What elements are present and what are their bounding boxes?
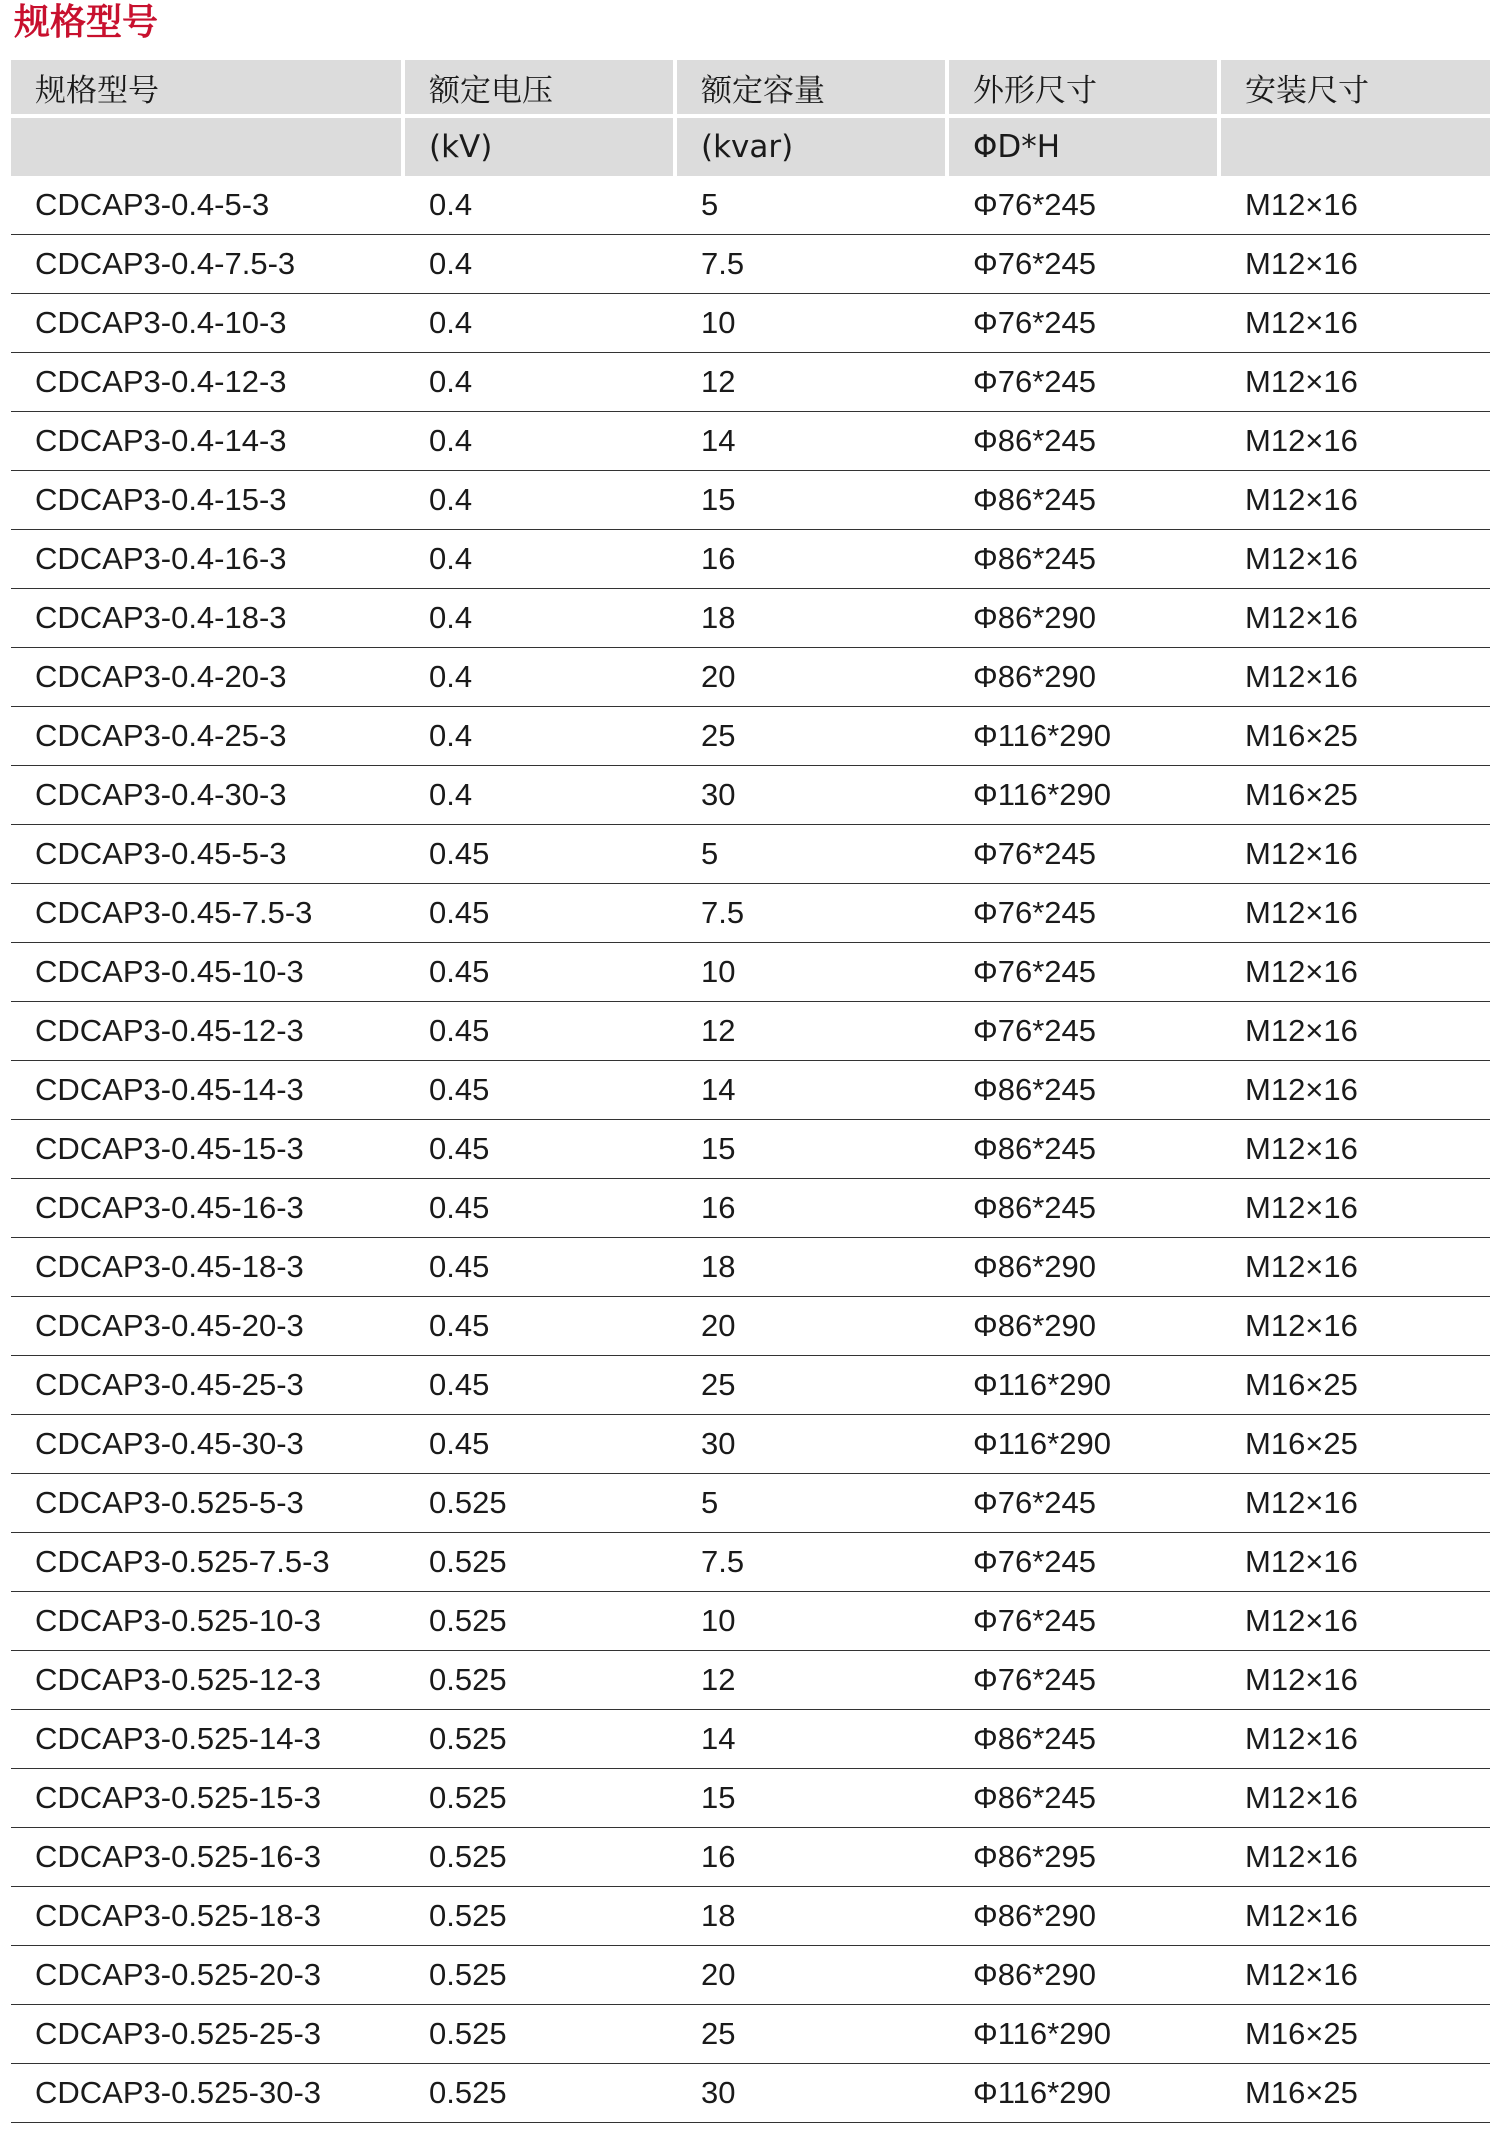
cell-model: CDCAP3-0.45-25-3 <box>11 1356 405 1415</box>
cell-mounting-dimensions: M12×16 <box>1221 1769 1490 1828</box>
cell-mounting-dimensions: M12×16 <box>1221 1828 1490 1887</box>
cell-outline-dimensions: Φ86*290 <box>949 1297 1221 1356</box>
cell-outline-dimensions: Φ86*245 <box>949 1120 1221 1179</box>
cell-model: CDCAP3-0.4-15-3 <box>11 471 405 530</box>
cell-rated-voltage: 0.4 <box>405 766 677 825</box>
table-row <box>11 943 1490 1002</box>
cell-model: CDCAP3-0.525-25-3 <box>11 2005 405 2064</box>
cell-mounting-dimensions: M12×16 <box>1221 1710 1490 1769</box>
cell-rated-capacity: 10 <box>677 294 949 353</box>
cell-rated-voltage: 0.525 <box>405 1592 677 1651</box>
table-row <box>11 1179 1490 1238</box>
cell-model: CDCAP3-0.525-10-3 <box>11 1592 405 1651</box>
cell-model: CDCAP3-0.4-14-3 <box>11 412 405 471</box>
cell-rated-voltage: 0.4 <box>405 589 677 648</box>
cell-mounting-dimensions: M12×16 <box>1221 235 1490 294</box>
cell-model: CDCAP3-0.525-14-3 <box>11 1710 405 1769</box>
cell-mounting-dimensions: M16×25 <box>1221 766 1490 825</box>
cell-model: CDCAP3-0.4-7.5-3 <box>11 235 405 294</box>
cell-rated-capacity: 25 <box>677 707 949 766</box>
cell-mounting-dimensions: M16×25 <box>1221 1356 1490 1415</box>
cell-outline-dimensions: Φ116*290 <box>949 1356 1221 1415</box>
cell-model: CDCAP3-0.4-20-3 <box>11 648 405 707</box>
cell-model: CDCAP3-0.525-7.5-3 <box>11 1533 405 1592</box>
cell-outline-dimensions: Φ86*245 <box>949 1061 1221 1120</box>
cell-outline-dimensions: Φ86*245 <box>949 1710 1221 1769</box>
cell-rated-voltage: 0.45 <box>405 1238 677 1297</box>
cell-mounting-dimensions: M12×16 <box>1221 412 1490 471</box>
cell-mounting-dimensions: M12×16 <box>1221 589 1490 648</box>
cell-rated-capacity: 7.5 <box>677 884 949 943</box>
cell-outline-dimensions: Φ116*290 <box>949 707 1221 766</box>
table-row <box>11 176 1490 235</box>
header-row-names <box>11 60 1490 118</box>
cell-rated-voltage: 0.45 <box>405 1415 677 1474</box>
cell-rated-capacity: 10 <box>677 1592 949 1651</box>
table-row <box>11 707 1490 766</box>
cell-rated-capacity: 15 <box>677 1120 949 1179</box>
cell-rated-voltage: 0.45 <box>405 943 677 1002</box>
cell-outline-dimensions: Φ76*245 <box>949 1592 1221 1651</box>
cell-rated-voltage: 0.525 <box>405 1946 677 2005</box>
cell-model: CDCAP3-0.4-10-3 <box>11 294 405 353</box>
cell-outline-dimensions: Φ86*290 <box>949 1887 1221 1946</box>
cell-rated-capacity: 7.5 <box>677 1533 949 1592</box>
cell-rated-voltage: 0.45 <box>405 1179 677 1238</box>
cell-mounting-dimensions: M12×16 <box>1221 1297 1490 1356</box>
cell-mounting-dimensions: M12×16 <box>1221 353 1490 412</box>
cell-rated-voltage: 0.525 <box>405 1533 677 1592</box>
cell-mounting-dimensions: M12×16 <box>1221 1533 1490 1592</box>
table-row <box>11 412 1490 471</box>
cell-model: CDCAP3-0.525-5-3 <box>11 1474 405 1533</box>
cell-mounting-dimensions: M12×16 <box>1221 1120 1490 1179</box>
cell-mounting-dimensions: M16×25 <box>1221 707 1490 766</box>
cell-outline-dimensions: Φ76*245 <box>949 176 1221 235</box>
cell-mounting-dimensions: M12×16 <box>1221 1474 1490 1533</box>
cell-rated-capacity: 25 <box>677 1356 949 1415</box>
table-row <box>11 1061 1490 1120</box>
cell-rated-voltage: 0.45 <box>405 1297 677 1356</box>
unit-mounting-dimensions <box>1221 118 1490 176</box>
cell-outline-dimensions: Φ76*245 <box>949 884 1221 943</box>
cell-rated-capacity: 15 <box>677 471 949 530</box>
header-rated-capacity: 额定容量 <box>677 60 949 118</box>
cell-rated-voltage: 0.525 <box>405 2064 677 2123</box>
table-row <box>11 294 1490 353</box>
table-row <box>11 1356 1490 1415</box>
cell-rated-capacity: 14 <box>677 1061 949 1120</box>
cell-model: CDCAP3-0.45-30-3 <box>11 1415 405 1474</box>
cell-rated-capacity: 12 <box>677 353 949 412</box>
cell-model: CDCAP3-0.4-18-3 <box>11 589 405 648</box>
cell-rated-voltage: 0.45 <box>405 1061 677 1120</box>
cell-rated-capacity: 12 <box>677 1651 949 1710</box>
table-row <box>11 1592 1490 1651</box>
unit-rated-capacity: (kvar) <box>677 118 949 176</box>
cell-outline-dimensions: Φ76*245 <box>949 1651 1221 1710</box>
table-row <box>11 530 1490 589</box>
cell-model: CDCAP3-0.45-7.5-3 <box>11 884 405 943</box>
table-row <box>11 825 1490 884</box>
cell-rated-voltage: 0.525 <box>405 1887 677 1946</box>
cell-model: CDCAP3-0.4-12-3 <box>11 353 405 412</box>
header-mounting-dimensions: 安装尺寸 <box>1221 60 1490 118</box>
cell-rated-voltage: 0.4 <box>405 235 677 294</box>
table-row <box>11 1297 1490 1356</box>
cell-rated-voltage: 0.45 <box>405 1002 677 1061</box>
cell-rated-voltage: 0.45 <box>405 884 677 943</box>
cell-model: CDCAP3-0.45-10-3 <box>11 943 405 1002</box>
cell-outline-dimensions: Φ76*245 <box>949 1474 1221 1533</box>
cell-outline-dimensions: Φ76*245 <box>949 1002 1221 1061</box>
cell-outline-dimensions: Φ86*290 <box>949 1946 1221 2005</box>
cell-rated-voltage: 0.45 <box>405 1120 677 1179</box>
cell-mounting-dimensions: M12×16 <box>1221 471 1490 530</box>
cell-rated-voltage: 0.4 <box>405 294 677 353</box>
cell-outline-dimensions: Φ86*290 <box>949 589 1221 648</box>
table-row <box>11 1002 1490 1061</box>
cell-mounting-dimensions: M12×16 <box>1221 530 1490 589</box>
cell-rated-capacity: 14 <box>677 1710 949 1769</box>
cell-model: CDCAP3-0.525-12-3 <box>11 1651 405 1710</box>
table-body <box>11 176 1490 2123</box>
table-row <box>11 1533 1490 1592</box>
cell-model: CDCAP3-0.4-30-3 <box>11 766 405 825</box>
cell-rated-capacity: 18 <box>677 1887 949 1946</box>
cell-mounting-dimensions: M16×25 <box>1221 1415 1490 1474</box>
cell-mounting-dimensions: M12×16 <box>1221 1179 1490 1238</box>
table-row <box>11 1946 1490 2005</box>
cell-mounting-dimensions: M12×16 <box>1221 1061 1490 1120</box>
cell-model: CDCAP3-0.525-20-3 <box>11 1946 405 2005</box>
table-row <box>11 235 1490 294</box>
table-row <box>11 2064 1490 2123</box>
cell-mounting-dimensions: M12×16 <box>1221 943 1490 1002</box>
cell-rated-capacity: 18 <box>677 589 949 648</box>
cell-outline-dimensions: Φ76*245 <box>949 235 1221 294</box>
cell-rated-capacity: 30 <box>677 766 949 825</box>
cell-model: CDCAP3-0.45-14-3 <box>11 1061 405 1120</box>
cell-rated-capacity: 10 <box>677 943 949 1002</box>
header-row-units <box>11 118 1490 176</box>
cell-outline-dimensions: Φ76*245 <box>949 294 1221 353</box>
cell-model: CDCAP3-0.525-15-3 <box>11 1769 405 1828</box>
table-row <box>11 1474 1490 1533</box>
cell-mounting-dimensions: M12×16 <box>1221 884 1490 943</box>
table-row <box>11 1769 1490 1828</box>
cell-mounting-dimensions: M12×16 <box>1221 1946 1490 2005</box>
unit-model <box>11 118 405 176</box>
unit-rated-voltage: (kV) <box>405 118 677 176</box>
table-row <box>11 1710 1490 1769</box>
cell-rated-capacity: 16 <box>677 1179 949 1238</box>
table-row <box>11 1238 1490 1297</box>
cell-rated-capacity: 7.5 <box>677 235 949 294</box>
cell-rated-voltage: 0.525 <box>405 1769 677 1828</box>
cell-rated-capacity: 30 <box>677 2064 949 2123</box>
cell-rated-voltage: 0.525 <box>405 1828 677 1887</box>
cell-mounting-dimensions: M12×16 <box>1221 1592 1490 1651</box>
cell-outline-dimensions: Φ86*290 <box>949 1238 1221 1297</box>
cell-mounting-dimensions: M12×16 <box>1221 294 1490 353</box>
cell-rated-voltage: 0.4 <box>405 412 677 471</box>
cell-outline-dimensions: Φ86*290 <box>949 648 1221 707</box>
cell-outline-dimensions: Φ116*290 <box>949 2064 1221 2123</box>
cell-model: CDCAP3-0.525-30-3 <box>11 2064 405 2123</box>
table-row <box>11 589 1490 648</box>
cell-rated-voltage: 0.4 <box>405 353 677 412</box>
cell-model: CDCAP3-0.45-12-3 <box>11 1002 405 1061</box>
cell-rated-voltage: 0.4 <box>405 648 677 707</box>
cell-model: CDCAP3-0.45-15-3 <box>11 1120 405 1179</box>
header-outline-dimensions: 外形尺寸 <box>949 60 1221 118</box>
cell-rated-voltage: 0.525 <box>405 1474 677 1533</box>
table-row <box>11 353 1490 412</box>
cell-rated-capacity: 14 <box>677 412 949 471</box>
cell-rated-capacity: 5 <box>677 176 949 235</box>
cell-mounting-dimensions: M12×16 <box>1221 1238 1490 1297</box>
cell-mounting-dimensions: M12×16 <box>1221 825 1490 884</box>
page-title: 规格型号 <box>14 2 159 43</box>
cell-rated-voltage: 0.4 <box>405 471 677 530</box>
cell-rated-capacity: 16 <box>677 1828 949 1887</box>
cell-mounting-dimensions: M12×16 <box>1221 1651 1490 1710</box>
cell-rated-voltage: 0.525 <box>405 2005 677 2064</box>
cell-model: CDCAP3-0.4-25-3 <box>11 707 405 766</box>
cell-outline-dimensions: Φ86*245 <box>949 412 1221 471</box>
cell-rated-capacity: 12 <box>677 1002 949 1061</box>
cell-rated-capacity: 20 <box>677 1946 949 2005</box>
header-rated-voltage: 额定电压 <box>405 60 677 118</box>
table-row <box>11 1828 1490 1887</box>
cell-outline-dimensions: Φ76*245 <box>949 825 1221 884</box>
cell-outline-dimensions: Φ76*245 <box>949 1533 1221 1592</box>
cell-rated-voltage: 0.525 <box>405 1651 677 1710</box>
cell-mounting-dimensions: M12×16 <box>1221 1002 1490 1061</box>
table-row <box>11 1887 1490 1946</box>
cell-rated-voltage: 0.4 <box>405 707 677 766</box>
cell-rated-capacity: 5 <box>677 1474 949 1533</box>
cell-mounting-dimensions: M12×16 <box>1221 1887 1490 1946</box>
cell-rated-voltage: 0.45 <box>405 825 677 884</box>
table-row <box>11 648 1490 707</box>
cell-outline-dimensions: Φ86*295 <box>949 1828 1221 1887</box>
cell-rated-voltage: 0.4 <box>405 530 677 589</box>
table-row <box>11 884 1490 943</box>
cell-rated-voltage: 0.525 <box>405 1710 677 1769</box>
cell-rated-capacity: 5 <box>677 825 949 884</box>
cell-outline-dimensions: Φ86*245 <box>949 1179 1221 1238</box>
table-row <box>11 1651 1490 1710</box>
cell-model: CDCAP3-0.525-16-3 <box>11 1828 405 1887</box>
cell-outline-dimensions: Φ86*245 <box>949 530 1221 589</box>
cell-model: CDCAP3-0.4-16-3 <box>11 530 405 589</box>
cell-outline-dimensions: Φ76*245 <box>949 943 1221 1002</box>
cell-outline-dimensions: Φ116*290 <box>949 766 1221 825</box>
cell-outline-dimensions: Φ86*245 <box>949 1769 1221 1828</box>
cell-model: CDCAP3-0.45-20-3 <box>11 1297 405 1356</box>
cell-rated-capacity: 15 <box>677 1769 949 1828</box>
table-row <box>11 1120 1490 1179</box>
cell-outline-dimensions: Φ116*290 <box>949 1415 1221 1474</box>
cell-rated-voltage: 0.4 <box>405 176 677 235</box>
cell-outline-dimensions: Φ86*245 <box>949 471 1221 530</box>
table-row <box>11 1415 1490 1474</box>
cell-model: CDCAP3-0.45-16-3 <box>11 1179 405 1238</box>
cell-outline-dimensions: Φ76*245 <box>949 353 1221 412</box>
cell-model: CDCAP3-0.525-18-3 <box>11 1887 405 1946</box>
cell-rated-capacity: 30 <box>677 1415 949 1474</box>
unit-outline-dimensions: ΦD*H <box>949 118 1221 176</box>
cell-rated-capacity: 18 <box>677 1238 949 1297</box>
cell-mounting-dimensions: M12×16 <box>1221 648 1490 707</box>
cell-outline-dimensions: Φ116*290 <box>949 2005 1221 2064</box>
cell-model: CDCAP3-0.4-5-3 <box>11 176 405 235</box>
table-row <box>11 471 1490 530</box>
cell-model: CDCAP3-0.45-18-3 <box>11 1238 405 1297</box>
cell-mounting-dimensions: M16×25 <box>1221 2064 1490 2123</box>
cell-rated-capacity: 16 <box>677 530 949 589</box>
header-model: 规格型号 <box>11 60 405 118</box>
cell-rated-capacity: 25 <box>677 2005 949 2064</box>
cell-rated-capacity: 20 <box>677 1297 949 1356</box>
table-header <box>11 60 1490 176</box>
spec-table <box>11 60 1490 2123</box>
cell-rated-voltage: 0.45 <box>405 1356 677 1415</box>
cell-rated-capacity: 20 <box>677 648 949 707</box>
cell-model: CDCAP3-0.45-5-3 <box>11 825 405 884</box>
table-row <box>11 2005 1490 2064</box>
table-row <box>11 766 1490 825</box>
cell-mounting-dimensions: M12×16 <box>1221 176 1490 235</box>
cell-mounting-dimensions: M16×25 <box>1221 2005 1490 2064</box>
